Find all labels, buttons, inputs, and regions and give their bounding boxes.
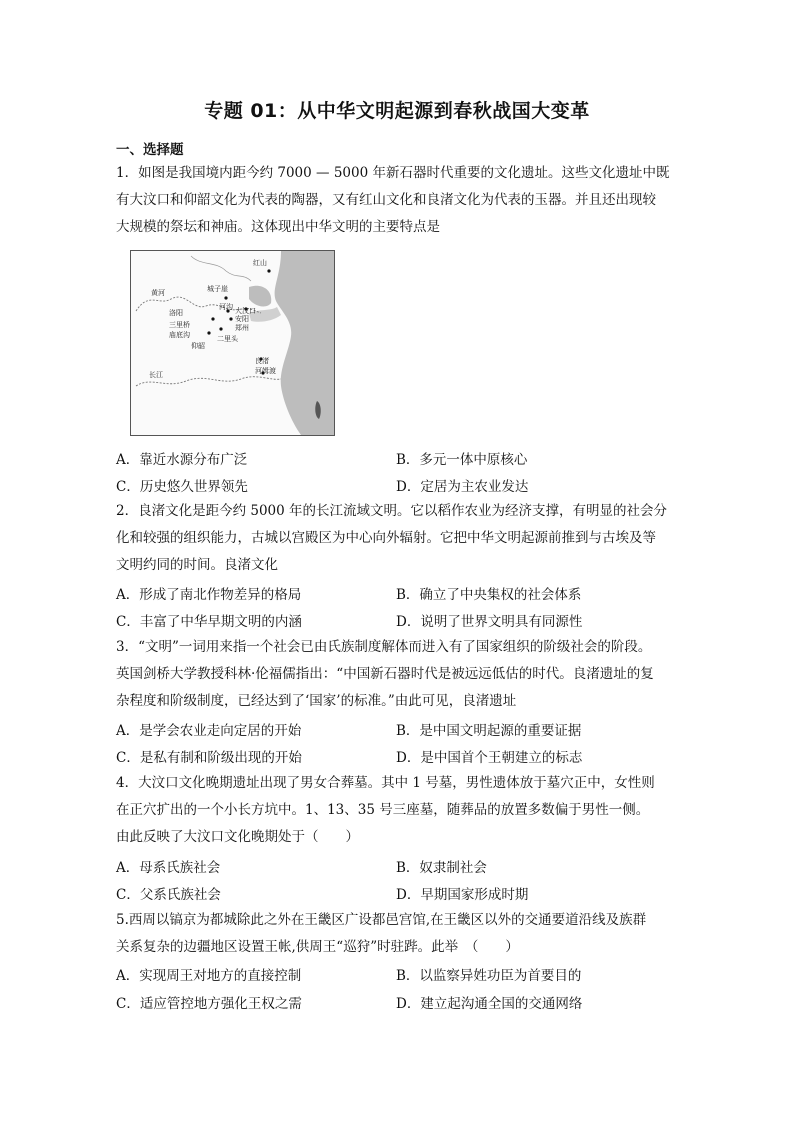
option-c: C．丰富了中华早期文明的内涵 [116,614,302,630]
option-d: D．说明了世界文明具有同源性 [396,614,583,630]
option-d: D．早期国家形成时期 [396,887,529,903]
question-line: 英国剑桥大学教授科林·伦福儒指出：“中国新石器时代是被远远低估的时代。良渚遗址的复 [116,666,654,682]
question-line: 5.西周以镐京为都城除此之外在王畿区广设都邑宫馆,在王畿区以外的交通要道沿线及族群 [116,912,647,928]
section-heading: 一、选择题 [116,142,184,158]
option-c: C．历史悠久世界领先 [116,479,248,495]
map-label: 长江 [149,371,163,379]
option-a: A．是学会农业走向定居的开始 [116,723,302,739]
map-label: 大汶口 [235,307,256,315]
question-line: 4．大汶口文化晚期遗址出现了男女合葬墓。其中 1 号墓，男性遗体放于墓穴正中，女性则 [116,775,655,791]
option-b: B．确立了中央集权的社会体系 [396,587,582,603]
option-a: A．母系氏族社会 [116,860,221,876]
site-marker [224,296,227,299]
map-label: 安阳 [235,315,249,323]
sea-area [275,251,334,435]
question-line: 由此反映了大汶口文化晚期处于（ ） [116,829,359,845]
map-label: 三里桥 [169,321,190,329]
option-a: A．形成了南北作物差异的格局 [116,587,302,603]
question-line: 化和较强的组织能力，古城以宫殿区为中心向外辐射。它把中华文明起源前推到与古埃及等 [116,530,656,546]
map-label: 河姆渡 [255,367,276,375]
option-d: D．是中国首个王朝建立的标志 [396,750,583,766]
question-2-stem [116,498,676,579]
map-label: 仰韶 [191,342,205,350]
site-marker [229,317,232,320]
option-b: B．多元一体中原核心 [396,452,528,468]
map-label: 城子崖 [207,285,228,293]
map-label: 红山 [253,259,267,267]
option-c: C．是私有制和阶级出现的开始 [116,750,302,766]
site-marker [267,269,270,272]
question-3-stem [116,634,676,715]
option-c: C．父系氏族社会 [116,887,221,903]
map-label: 二里头 [217,335,238,343]
question-line: 3．“文明”一词用来指一个社会已由氏族制度解体而进入有了国家组织的阶级社会的阶段。 [116,639,652,655]
question-line: 1．如图是我国境内距今约 7000 — 5000 年新石器时代重要的文化遗址。这些文化遗址中既 [116,165,670,181]
bohai-sea [249,286,271,307]
option-d: D．建立起沟通全国的交通网络 [396,996,583,1012]
question-1-stem [116,160,676,241]
site-marker [219,327,222,330]
question-line: 关系复杂的边疆地区设置王帐,供周王“巡狩”时驻跸。此举 （ ） [116,939,519,955]
question-line: 有大汶口和仰韶文化为代表的陶器，又有红山文化和良渚文化为代表的玉器。并且还出现较 [116,192,656,208]
question-5-stem [116,907,676,961]
map-label: 庙底沟 [169,331,190,339]
question-line: 2．良渚文化是距今约 5000 年的长江流域文明。它以稻作农业为经济支撑，有明显的社会分 [116,503,668,519]
page-title: 专题 01：从中华文明起源到春秋战国大变革 [204,100,590,122]
question-line: 在正穴扩出的一个小长方坑中。1、13、35 号三座墓，随葬品的放置多数偏于男性一侧。 [116,802,650,818]
option-a: A．实现周王对地方的直接控制 [116,968,302,984]
option-d: D．定居为主农业发达 [396,479,529,495]
map-label: 郑州 [235,324,249,332]
map-label: 洛阳 [169,309,183,317]
map-label: 河沟 [219,303,233,311]
site-marker [207,331,210,334]
northern-border [191,256,251,281]
option-b: B．是中国文明起源的重要证据 [396,723,582,739]
neolithic-sites-map [130,250,335,436]
site-marker [211,317,214,320]
option-b: B．奴隶制社会 [396,860,487,876]
map-label: 黄河 [151,289,165,297]
option-c: C．适应管控地方强化王权之需 [116,996,302,1012]
option-b: B．以监察异姓功臣为首要目的 [396,968,582,984]
option-a: A．靠近水源分布广泛 [116,452,248,468]
map-label: 良渚 [255,357,269,365]
question-line: 杂程度和阶级制度，已经达到了‘国家’的标准。”由此可见，良渚遗址 [116,693,517,709]
question-4-stem [116,770,676,851]
question-line: 大规模的祭坛和神庙。这体现出中华文明的主要特点是 [116,219,440,235]
question-line: 文明约同的时间。良渚文化 [116,557,278,573]
